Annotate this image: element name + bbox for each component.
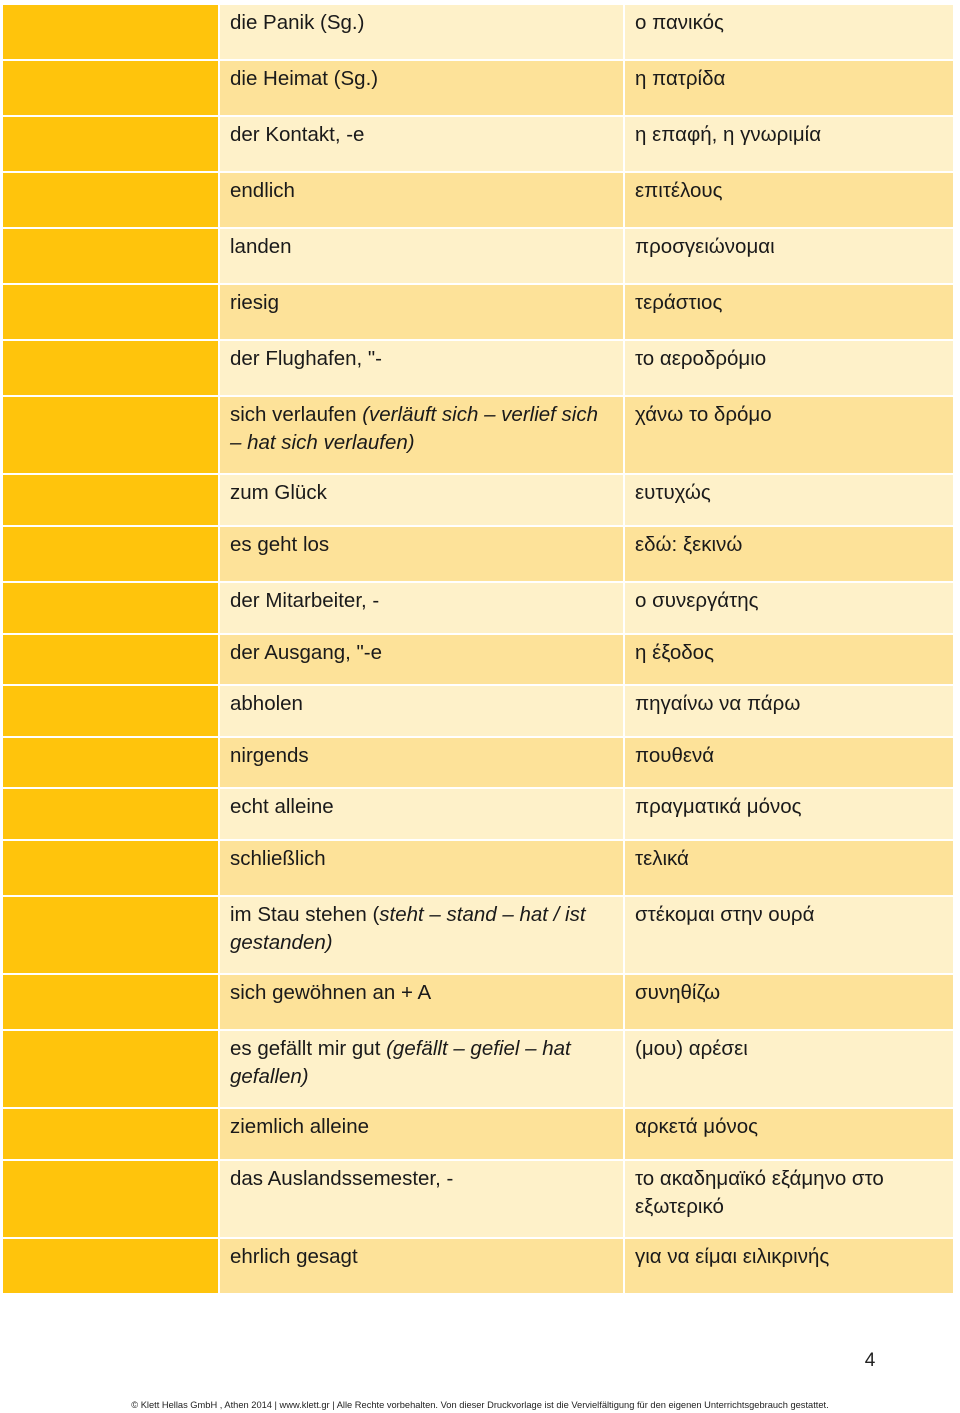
table-row: [3, 475, 953, 527]
greek-translation: πραγματικά μόνος: [625, 789, 953, 839]
table-row: [3, 1109, 953, 1161]
greek-translation: πηγαίνω να πάρω: [625, 686, 953, 736]
german-term: der Flughafen, "-: [220, 341, 625, 395]
table-row: [3, 897, 953, 975]
accent-column-cell: [3, 173, 220, 227]
german-term: die Panik (Sg.): [220, 5, 625, 59]
german-term: ziemlich alleine: [220, 1109, 625, 1159]
german-term: der Kontakt, -e: [220, 117, 625, 171]
greek-translation: (μου) αρέσει: [625, 1031, 953, 1107]
german-term: [220, 897, 625, 973]
table-row: [3, 527, 953, 583]
german-term-main: es gefällt mir gut: [230, 1037, 381, 1060]
accent-column-cell: [3, 686, 220, 736]
copyright-footer: © Klett Hellas GmbH , Athen 2014 | www.klett.gr | Alle Rechte vorbehalten. Von dieser Druckvorlage ist die Vervielfältigung für den eigenen Unterrichtsgebrauch gestattet.: [131, 1400, 829, 1410]
accent-column-cell: [3, 635, 220, 684]
table-row: [3, 1161, 953, 1239]
table-row: [3, 5, 953, 61]
table-row: [3, 397, 953, 475]
german-term: schließlich: [220, 841, 625, 895]
table-row: [3, 738, 953, 789]
table-row: [3, 583, 953, 635]
table-row: [3, 789, 953, 841]
greek-translation: η έξοδος: [625, 635, 953, 684]
accent-column-cell: [3, 1239, 220, 1293]
greek-translation: χάνω το δρόμο: [625, 397, 953, 473]
german-term: [220, 1031, 625, 1107]
greek-translation: πουθενά: [625, 738, 953, 787]
greek-translation: το ακαδημαϊκό εξάμηνο στο εξωτερικό: [625, 1161, 953, 1237]
accent-column-cell: [3, 975, 220, 1029]
greek-translation: προσγειώνομαι: [625, 229, 953, 283]
accent-column-cell: [3, 1031, 220, 1107]
german-term: zum Glück: [220, 475, 625, 525]
greek-translation: η πατρίδα: [625, 61, 953, 115]
greek-translation: τεράστιος: [625, 285, 953, 339]
table-row: [3, 686, 953, 738]
greek-translation: για να είμαι ειλικρινής: [625, 1239, 953, 1293]
accent-column-cell: [3, 5, 220, 59]
accent-column-cell: [3, 1109, 220, 1159]
german-term: riesig: [220, 285, 625, 339]
greek-translation: αρκετά μόνος: [625, 1109, 953, 1159]
vocabulary-table: [3, 5, 953, 1295]
accent-column-cell: [3, 397, 220, 473]
table-row: [3, 229, 953, 285]
greek-translation: ο συνεργάτης: [625, 583, 953, 633]
table-row: [3, 61, 953, 117]
accent-column-cell: [3, 527, 220, 581]
accent-column-cell: [3, 897, 220, 973]
german-verb-forms: (verläuft sich – verlief sich – hat sich verlaufen): [230, 403, 599, 454]
table-row: [3, 975, 953, 1031]
german-verb-forms: (gefällt – gefiel – hat gefallen): [230, 1037, 571, 1088]
table-row: [3, 117, 953, 173]
table-row: [3, 635, 953, 686]
greek-translation: το αεροδρόμιο: [625, 341, 953, 395]
accent-column-cell: [3, 841, 220, 895]
accent-column-cell: [3, 61, 220, 115]
german-verb-forms: steht – stand – hat / ist gestanden): [230, 903, 586, 954]
table-row: [3, 173, 953, 229]
accent-column-cell: [3, 1161, 220, 1237]
table-row: [3, 841, 953, 897]
greek-translation: στέκομαι στην ουρά: [625, 897, 953, 973]
german-term-main: im Stau stehen (: [230, 903, 380, 926]
table-row: [3, 1031, 953, 1109]
greek-translation: εδώ: ξεκινώ: [625, 527, 953, 581]
accent-column-cell: [3, 285, 220, 339]
page-number: 4: [864, 1350, 876, 1371]
accent-column-cell: [3, 738, 220, 787]
greek-translation: η επαφή, η γνωριμία: [625, 117, 953, 171]
german-term-main: sich verlaufen: [230, 403, 357, 426]
table-row: [3, 285, 953, 341]
german-term: abholen: [220, 686, 625, 736]
german-term: sich gewöhnen an + A: [220, 975, 625, 1029]
german-term: nirgends: [220, 738, 625, 787]
greek-translation: επιτέλους: [625, 173, 953, 227]
accent-column-cell: [3, 475, 220, 525]
german-term: der Mitarbeiter, -: [220, 583, 625, 633]
accent-column-cell: [3, 789, 220, 839]
accent-column-cell: [3, 117, 220, 171]
german-term: echt alleine: [220, 789, 625, 839]
greek-translation: ο πανικός: [625, 5, 953, 59]
accent-column-cell: [3, 341, 220, 395]
accent-column-cell: [3, 229, 220, 283]
german-term: landen: [220, 229, 625, 283]
german-term: der Ausgang, "-e: [220, 635, 625, 684]
greek-translation: τελικά: [625, 841, 953, 895]
table-row: [3, 341, 953, 397]
german-term: es geht los: [220, 527, 625, 581]
greek-translation: συνηθίζω: [625, 975, 953, 1029]
german-term: die Heimat (Sg.): [220, 61, 625, 115]
german-term: [220, 397, 625, 473]
german-term: endlich: [220, 173, 625, 227]
table-row: [3, 1239, 953, 1295]
greek-translation: ευτυχώς: [625, 475, 953, 525]
accent-column-cell: [3, 583, 220, 633]
german-term: das Auslandssemester, -: [220, 1161, 625, 1237]
german-term: ehrlich gesagt: [220, 1239, 625, 1293]
